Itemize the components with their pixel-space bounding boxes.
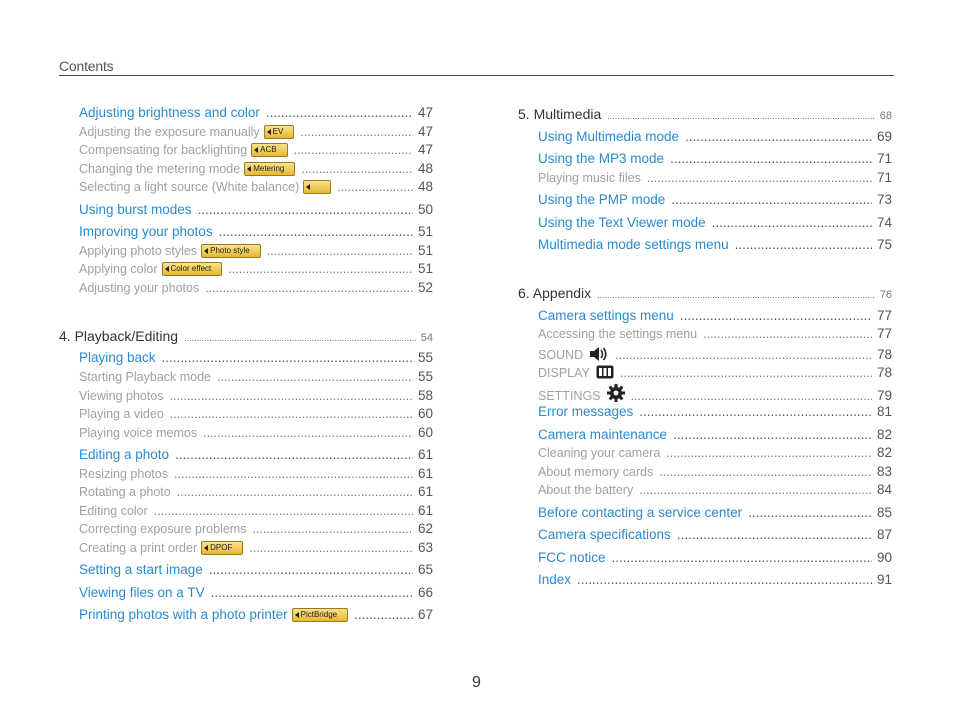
- dot-leader: [294, 143, 413, 157]
- toc-entry-text: 5. Multimedia: [518, 106, 602, 122]
- toc-entry-page: 50: [417, 202, 433, 217]
- toc-entry-page: 82: [876, 445, 892, 460]
- toc-entry-about-memory-cards[interactable]: [538, 464, 892, 479]
- dot-leader: [301, 162, 413, 176]
- dot-leader: [162, 350, 413, 365]
- toc-entry-page: 51: [417, 261, 433, 276]
- toc-entry-label: [79, 125, 294, 140]
- toc-entry-error-messages[interactable]: [538, 404, 892, 419]
- dot-leader: [620, 366, 872, 380]
- menu-button-badge: [303, 180, 331, 194]
- toc-entry-page: 87: [876, 527, 892, 542]
- menu-button-badge: [244, 162, 295, 176]
- toc-entry-page: 75: [876, 237, 892, 252]
- toc-entry-label: [79, 562, 203, 577]
- toc-entry-accessing-the-settings-menu[interactable]: [538, 326, 892, 341]
- toc-entry-text: Playing voice memos: [79, 426, 198, 440]
- toc-entry-text: Setting a start image: [79, 562, 203, 577]
- toc-entry-6-appendix[interactable]: [518, 285, 892, 301]
- toc-entry-label: [79, 467, 168, 481]
- running-header: Contents: [59, 58, 114, 74]
- dot-leader: [712, 215, 872, 230]
- toc-entry-resizing-photos[interactable]: [79, 466, 433, 481]
- toc-entry-viewing-files-on-a-tv[interactable]: [79, 585, 433, 600]
- arrow-left-icon: [295, 612, 299, 618]
- dot-leader: [680, 308, 872, 323]
- toc-entry-text: SETTINGS: [538, 389, 601, 403]
- toc-entry-label: [79, 447, 169, 462]
- toc-entry-page: 76: [879, 289, 892, 301]
- toc-entry-text: About memory cards: [538, 465, 654, 479]
- toc-entry-text: Viewing files on a TV: [79, 585, 205, 600]
- toc-entry-label: [79, 350, 156, 365]
- toc-entry-text: Using the MP3 mode: [538, 151, 665, 166]
- toc-entry-page: 60: [417, 425, 433, 440]
- menu-button-badge-text: Color effect: [170, 264, 212, 273]
- toc-entry-page: 51: [417, 243, 433, 258]
- arrow-left-icon: [247, 166, 251, 172]
- toc-entry-adjusting-the-exposure-manually[interactable]: [79, 124, 433, 140]
- toc-entry-compensating-for-backlighting[interactable]: [79, 142, 433, 158]
- menu-button-badge-text: Photo style: [210, 246, 250, 255]
- toc-entry-text: Applying color: [79, 262, 158, 276]
- toc-entry-page: 47: [417, 105, 433, 120]
- toc-entry-label: [79, 202, 192, 217]
- toc-entry-text: Adjusting brightness and color: [79, 105, 260, 120]
- dot-leader: [174, 467, 413, 481]
- toc-entry-label: [538, 151, 664, 166]
- toc-entry-creating-a-print-order[interactable]: [79, 540, 433, 556]
- toc-entry-camera-settings-menu[interactable]: [538, 308, 892, 323]
- toc-entry-text: Using the PMP mode: [538, 192, 666, 207]
- toc-entry-label: [79, 262, 222, 277]
- toc-entry-text: Using Multimedia mode: [538, 129, 680, 144]
- toc-entry-text: Playing music files: [538, 171, 641, 185]
- menu-button-badge-text: ACB: [260, 145, 277, 154]
- toc-entry-page: 66: [417, 585, 433, 600]
- toc-entry-label: [538, 192, 665, 207]
- toc-entry-label: [538, 382, 625, 403]
- dot-leader: [607, 111, 874, 121]
- toc-entry-label: [79, 224, 213, 239]
- toc-entry-label: [538, 465, 653, 479]
- toc-entry-label: [59, 328, 178, 344]
- toc-entry-fcc-notice[interactable]: [538, 550, 892, 565]
- toc-entry-label: [79, 522, 246, 536]
- dot-leader: [209, 562, 413, 577]
- toc-entry-applying-photo-styles[interactable]: [79, 243, 433, 259]
- arrow-left-icon: [254, 147, 258, 153]
- toc-entry-label: [79, 407, 164, 421]
- toc-entry-label: [538, 404, 633, 419]
- dot-leader: [203, 426, 413, 440]
- toc-entry-label: [79, 585, 205, 600]
- toc-entry-text: Compensating for backlighting: [79, 143, 248, 157]
- toc-entry-text: Multimedia mode settings menu: [538, 237, 729, 252]
- dot-leader: [735, 237, 872, 252]
- toc-entry-text: Camera maintenance: [538, 427, 668, 442]
- toc-entry-page: 61: [417, 503, 433, 518]
- toc-entry-text: Viewing photos: [79, 389, 164, 403]
- toc-entry-page: 78: [876, 365, 892, 380]
- toc-entry-label: [79, 105, 260, 120]
- dot-leader: [612, 550, 872, 565]
- toc-entry-text: Using burst modes: [79, 202, 192, 217]
- toc-entry-using-the-pmp-mode[interactable]: [538, 192, 892, 207]
- toc-entry-page: 91: [876, 572, 892, 587]
- toc-entry-label: [538, 572, 571, 587]
- menu-button-badge: [201, 244, 261, 258]
- dot-leader: [666, 446, 872, 460]
- toc-entry-text: Error messages: [538, 404, 634, 419]
- toc-entry-label: [79, 426, 197, 440]
- dot-leader: [170, 389, 413, 403]
- toc-entry-cleaning-your-camera[interactable]: [538, 445, 892, 460]
- toc-entry-text: Index: [538, 572, 572, 587]
- menu-button-badge-text: DPOF: [210, 543, 233, 552]
- toc-entry-text: Adjusting your photos: [79, 281, 200, 295]
- toc-entry-text: Rotating a photo: [79, 485, 171, 499]
- toc-entry-adjusting-brightness-and-color[interactable]: [79, 105, 433, 120]
- dot-leader: [631, 389, 872, 403]
- page-number: 9: [472, 674, 481, 691]
- menu-button-badge: [162, 262, 223, 276]
- toc-entry-page: 55: [417, 350, 433, 365]
- dot-leader: [252, 522, 413, 536]
- toc-entry-index[interactable]: [538, 572, 892, 587]
- toc-entry-improving-your-photos[interactable]: [79, 224, 433, 239]
- toc-entry-page: 74: [876, 215, 892, 230]
- dot-leader: [673, 427, 872, 442]
- gear-icon: [607, 384, 625, 405]
- toc-entry-playing-voice-memos[interactable]: [79, 425, 433, 440]
- toc-entry-page: 77: [876, 326, 892, 341]
- toc-entry-text: Printing photos with a photo printer: [79, 607, 288, 622]
- toc-entry-page: 52: [417, 280, 433, 295]
- toc-entry-label: [518, 106, 601, 122]
- toc-entry-applying-color[interactable]: [79, 261, 433, 277]
- arrow-left-icon: [165, 266, 169, 272]
- toc-entry-using-the-mp3-mode[interactable]: [538, 151, 892, 166]
- toc-entry-label: [538, 171, 641, 185]
- dot-leader: [198, 202, 413, 217]
- toc-entry-page: 67: [417, 607, 433, 622]
- toc-entry-display[interactable]: [538, 363, 892, 380]
- dot-leader: [267, 244, 413, 258]
- toc-entry-page: 83: [876, 464, 892, 479]
- dot-leader: [639, 404, 872, 419]
- toc-entry-label: [538, 550, 606, 565]
- toc-entry-label: [538, 327, 697, 341]
- toc-entry-label: [538, 129, 679, 144]
- toc-entry-editing-a-photo[interactable]: [79, 447, 433, 462]
- dot-leader: [748, 505, 872, 520]
- dot-leader: [615, 348, 872, 362]
- display-icon: [596, 365, 614, 382]
- toc-entry-before-contacting-a-service-center[interactable]: [538, 505, 892, 520]
- toc-entry-adjusting-your-photos[interactable]: [79, 280, 433, 295]
- dot-leader: [670, 151, 872, 166]
- toc-entry-page: 90: [876, 550, 892, 565]
- toc-entry-sound[interactable]: [538, 345, 892, 362]
- toc-entry-page: 63: [417, 540, 433, 555]
- toc-entry-page: 61: [417, 484, 433, 499]
- toc-entry-label: [538, 446, 660, 460]
- toc-entry-text: Camera specifications: [538, 527, 671, 542]
- toc-entry-label: [79, 504, 148, 518]
- toc-entry-label: [79, 162, 295, 177]
- toc-entry-text: Editing a photo: [79, 447, 170, 462]
- arrow-left-icon: [306, 184, 310, 190]
- toc-entry-page: 48: [417, 179, 433, 194]
- toc-entry-page: 85: [876, 505, 892, 520]
- dot-leader: [249, 541, 413, 555]
- dot-leader: [266, 105, 413, 120]
- toc-entry-label: [79, 281, 199, 295]
- toc-entry-text: Starting Playback mode: [79, 370, 212, 384]
- dot-leader: [577, 572, 872, 587]
- toc-entry-page: 47: [417, 142, 433, 157]
- toc-entry-label: [518, 285, 591, 301]
- toc-entry-playing-music-files[interactable]: [538, 170, 892, 185]
- toc-entry-playing-a-video[interactable]: [79, 406, 433, 421]
- toc-entry-page: 77: [876, 308, 892, 323]
- dot-leader: [184, 333, 416, 343]
- toc-entry-label: [79, 143, 288, 158]
- toc-entry-selecting-a-light-source-white-balance[interactable]: [79, 179, 433, 195]
- toc-entry-text: Playing back: [79, 350, 156, 365]
- toc-entry-page: 71: [876, 151, 892, 166]
- toc-entry-label: [538, 363, 614, 380]
- menu-button-badge-text: PictBridge: [300, 610, 338, 619]
- menu-button-badge: [201, 541, 243, 555]
- toc-entry-starting-playback-mode[interactable]: [79, 369, 433, 384]
- dot-leader: [205, 281, 413, 295]
- toc-entry-text: Playing a video: [79, 407, 164, 421]
- dot-leader: [659, 465, 872, 479]
- toc-entry-label: [79, 244, 261, 259]
- toc-entry-correcting-exposure-problems[interactable]: [79, 521, 433, 536]
- toc-entry-text: Resizing photos: [79, 467, 168, 481]
- menu-button-badge: [251, 143, 287, 157]
- toc-entry-page: 71: [876, 170, 892, 185]
- dot-leader: [685, 129, 872, 144]
- dot-leader: [211, 585, 413, 600]
- toc-entry-page: 84: [876, 482, 892, 497]
- toc-entry-text: DISPLAY: [538, 366, 590, 380]
- arrow-left-icon: [204, 545, 208, 551]
- toc-entry-multimedia-mode-settings-menu[interactable]: [538, 237, 892, 252]
- toc-entry-page: 60: [417, 406, 433, 421]
- toc-entry-page: 61: [417, 447, 433, 462]
- toc-entry-text: Using the Text Viewer mode: [538, 215, 706, 230]
- toc-entry-page: 73: [876, 192, 892, 207]
- dot-leader: [647, 171, 872, 185]
- toc-entry-page: 79: [876, 388, 892, 403]
- dot-leader: [217, 370, 413, 384]
- dot-leader: [671, 192, 872, 207]
- toc-entry-text: Applying photo styles: [79, 244, 198, 258]
- toc-entry-label: [538, 345, 609, 362]
- menu-button-badge-text: EV: [272, 127, 284, 136]
- toc-entry-text: Improving your photos: [79, 224, 213, 239]
- dot-leader: [597, 290, 875, 300]
- toc-entry-page: 61: [417, 466, 433, 481]
- toc-entry-text: Changing the metering mode: [79, 162, 241, 176]
- toc-entry-page: 78: [876, 347, 892, 362]
- toc-entry-printing-photos-with-a-photo-printer[interactable]: [79, 607, 433, 623]
- toc-entry-label: [79, 180, 331, 195]
- toc-entry-page: 58: [417, 388, 433, 403]
- toc-entry-text: Selecting a light source (White balance): [79, 180, 300, 194]
- dot-leader: [677, 527, 872, 542]
- toc-entry-page: 62: [417, 521, 433, 536]
- toc-entry-playing-back[interactable]: [79, 350, 433, 365]
- toc-entry-text: Adjusting the exposure manually: [79, 125, 260, 139]
- toc-entry-page: 81: [876, 404, 892, 419]
- speaker-icon: [589, 347, 609, 364]
- toc-entry-page: 69: [876, 129, 892, 144]
- dot-leader: [170, 407, 413, 421]
- dot-leader: [354, 607, 413, 622]
- toc-entry-page: 55: [417, 369, 433, 384]
- toc-entry-changing-the-metering-mode[interactable]: [79, 161, 433, 177]
- toc-entry-using-the-text-viewer-mode[interactable]: [538, 215, 892, 230]
- toc-entry-camera-specifications[interactable]: [538, 527, 892, 542]
- arrow-left-icon: [204, 248, 208, 254]
- menu-button-badge-text: Metering: [253, 164, 285, 173]
- toc-entry-text: Accessing the settings menu: [538, 327, 698, 341]
- dot-leader: [228, 262, 413, 276]
- toc-entry-text: Camera settings menu: [538, 308, 674, 323]
- dot-leader: [219, 224, 413, 239]
- dot-leader: [703, 327, 872, 341]
- toc-entry-text: Correcting exposure problems: [79, 522, 247, 536]
- toc-entry-label: [79, 370, 211, 384]
- toc-entry-text: FCC notice: [538, 550, 606, 565]
- toc-entry-camera-maintenance[interactable]: [538, 427, 892, 442]
- toc-entry-text: About the battery: [538, 483, 634, 497]
- toc-entry-label: [538, 483, 633, 497]
- dot-leader: [154, 504, 413, 518]
- toc-entry-page: 51: [417, 224, 433, 239]
- toc-entry-viewing-photos[interactable]: [79, 388, 433, 403]
- toc-entry-label: [79, 485, 171, 499]
- menu-button-badge: [292, 608, 348, 622]
- toc-entry-text: 4. Playback/Editing: [59, 328, 179, 344]
- toc-entry-label: [79, 541, 243, 556]
- toc-entry-5-multimedia[interactable]: [518, 106, 892, 122]
- toc-entry-text: SOUND: [538, 348, 584, 362]
- toc-entry-using-burst-modes[interactable]: [79, 202, 433, 217]
- toc-entry-setting-a-start-image[interactable]: [79, 562, 433, 577]
- header-rule: [59, 75, 894, 76]
- toc-entry-page: 68: [879, 110, 892, 122]
- toc-entry-about-the-battery[interactable]: [538, 482, 892, 497]
- toc-entry-page: 54: [420, 332, 433, 344]
- dot-leader: [639, 483, 872, 497]
- dot-leader: [177, 485, 413, 499]
- toc-entry-page: 48: [417, 161, 433, 176]
- arrow-left-icon: [267, 129, 271, 135]
- toc-entry-settings[interactable]: [538, 382, 892, 403]
- toc-entry-page: 65: [417, 562, 433, 577]
- toc-entry-label: [538, 237, 729, 252]
- toc-entry-text: Creating a print order: [79, 541, 198, 555]
- toc-entry-text: Before contacting a service center: [538, 505, 743, 520]
- toc-entry-label: [538, 427, 667, 442]
- toc-entry-page: 47: [417, 124, 433, 139]
- toc-entry-using-multimedia-mode[interactable]: [538, 129, 892, 144]
- toc-entry-label: [79, 389, 164, 403]
- toc-entry-4-playback-editing[interactable]: [59, 328, 433, 344]
- toc-entry-label: [79, 607, 348, 623]
- toc-entry-text: Cleaning your camera: [538, 446, 661, 460]
- dot-leader: [300, 125, 413, 139]
- toc-entry-label: [538, 527, 671, 542]
- toc-entry-text: Editing color: [79, 504, 148, 518]
- toc-entry-label: [538, 505, 742, 520]
- toc-entry-label: [538, 308, 674, 323]
- toc-entry-text: 6. Appendix: [518, 285, 592, 301]
- menu-button-badge: [264, 125, 295, 139]
- toc-entry-rotating-a-photo[interactable]: [79, 484, 433, 499]
- dot-leader: [175, 447, 413, 462]
- toc-entry-label: [538, 215, 706, 230]
- toc-entry-editing-color[interactable]: [79, 503, 433, 518]
- toc-entry-page: 82: [876, 427, 892, 442]
- dot-leader: [337, 180, 413, 194]
